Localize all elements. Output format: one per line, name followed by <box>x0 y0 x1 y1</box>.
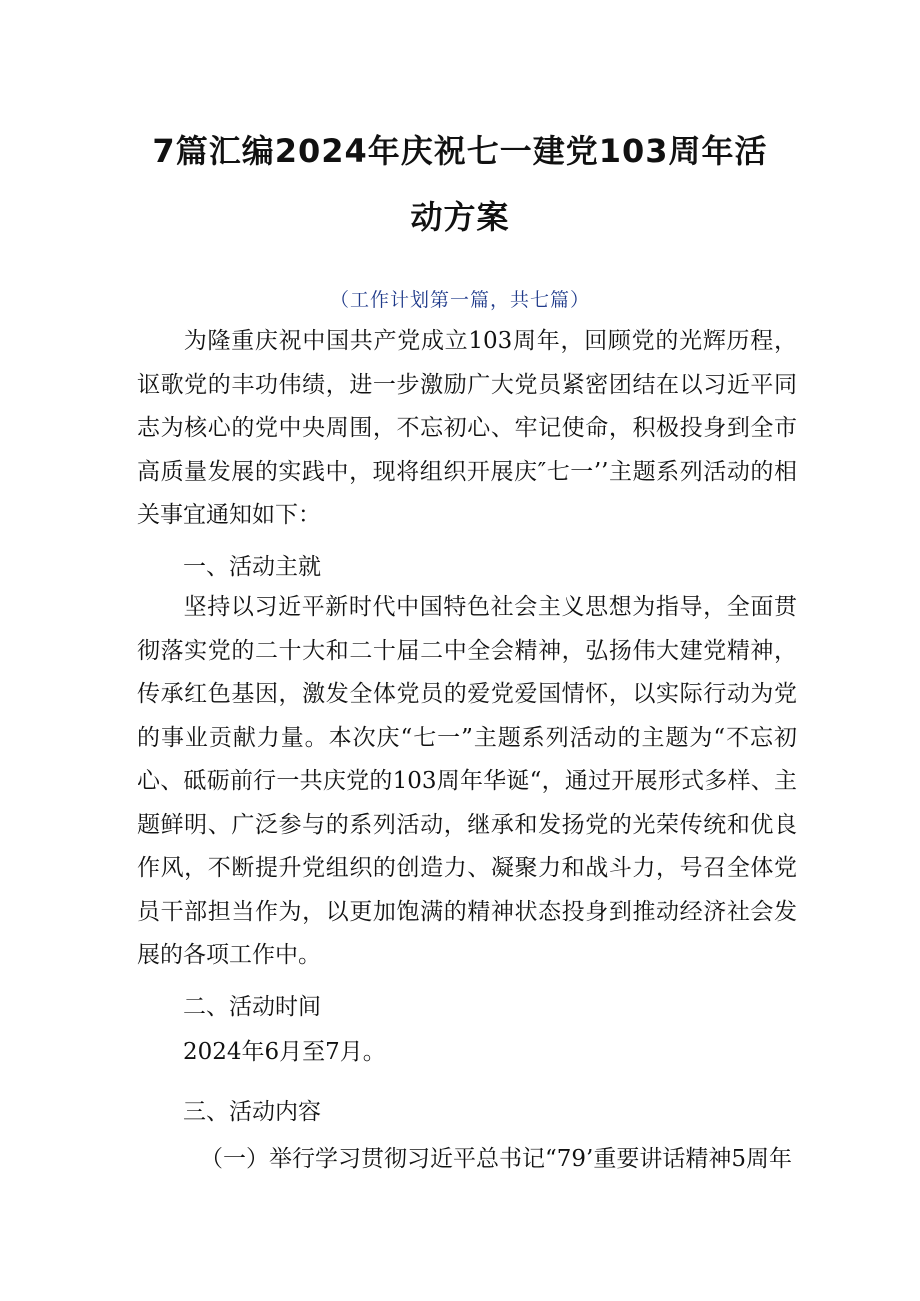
document-subtitle: （工作计划第一篇，共七篇） <box>329 289 590 311</box>
intro-text: 为隆重庆祝中国共产党成立103周年，回顾党的光辉历程，讴歌党的丰功伟绩，进一步激励广大党员紧密团结在以习近平同志为核心的党中央周围，不忘初心、牢记使命，积极投身到全市高质量发展的实践中，现将组织开展庆″七一’’主题系列活动的相关事宜通知如下： <box>137 328 797 528</box>
intro-paragraph <box>137 320 797 538</box>
section1-heading: 一、活动主就 <box>183 554 321 580</box>
section3-item-1: （一）举行学习贯彻习近平总书记“79’重要讲话精神5周年 <box>200 1146 792 1172</box>
document-title-line1: 7篇汇编2024年庆祝七一建党103周年活 <box>152 132 768 170</box>
section1-paragraph <box>137 586 797 978</box>
section1-text: 坚持以习近平新时代中国特色社会主义思想为指导，全面贯彻落实党的二十大和二十届二中全会精神，弘扬伟大建党精神，传承红色基因，激发全体党员的爱党爱国情怀，以实际行动为党的事业贡献力量。本次庆“七一”主题系列活动的主题为“不忘初心、砥砺前行一共庆党的103周年华诞“，通过开展形式多样、主题鲜明、广泛参与的系列活动，继承和发扬党的光荣传统和优良作风，不断提升党组织的创造力、凝聚力和战斗力，号召全体党员干部担当作为，以更加饱满的精神状态投身到推动经济社会发展的各项工作中。 <box>137 594 797 968</box>
section2-body: 2024年6月至7月。 <box>183 1039 386 1065</box>
section2-heading: 二、活动时间 <box>183 994 321 1020</box>
section3-heading: 三、活动内容 <box>183 1099 321 1125</box>
document-title-line2: 动方案 <box>410 198 510 236</box>
